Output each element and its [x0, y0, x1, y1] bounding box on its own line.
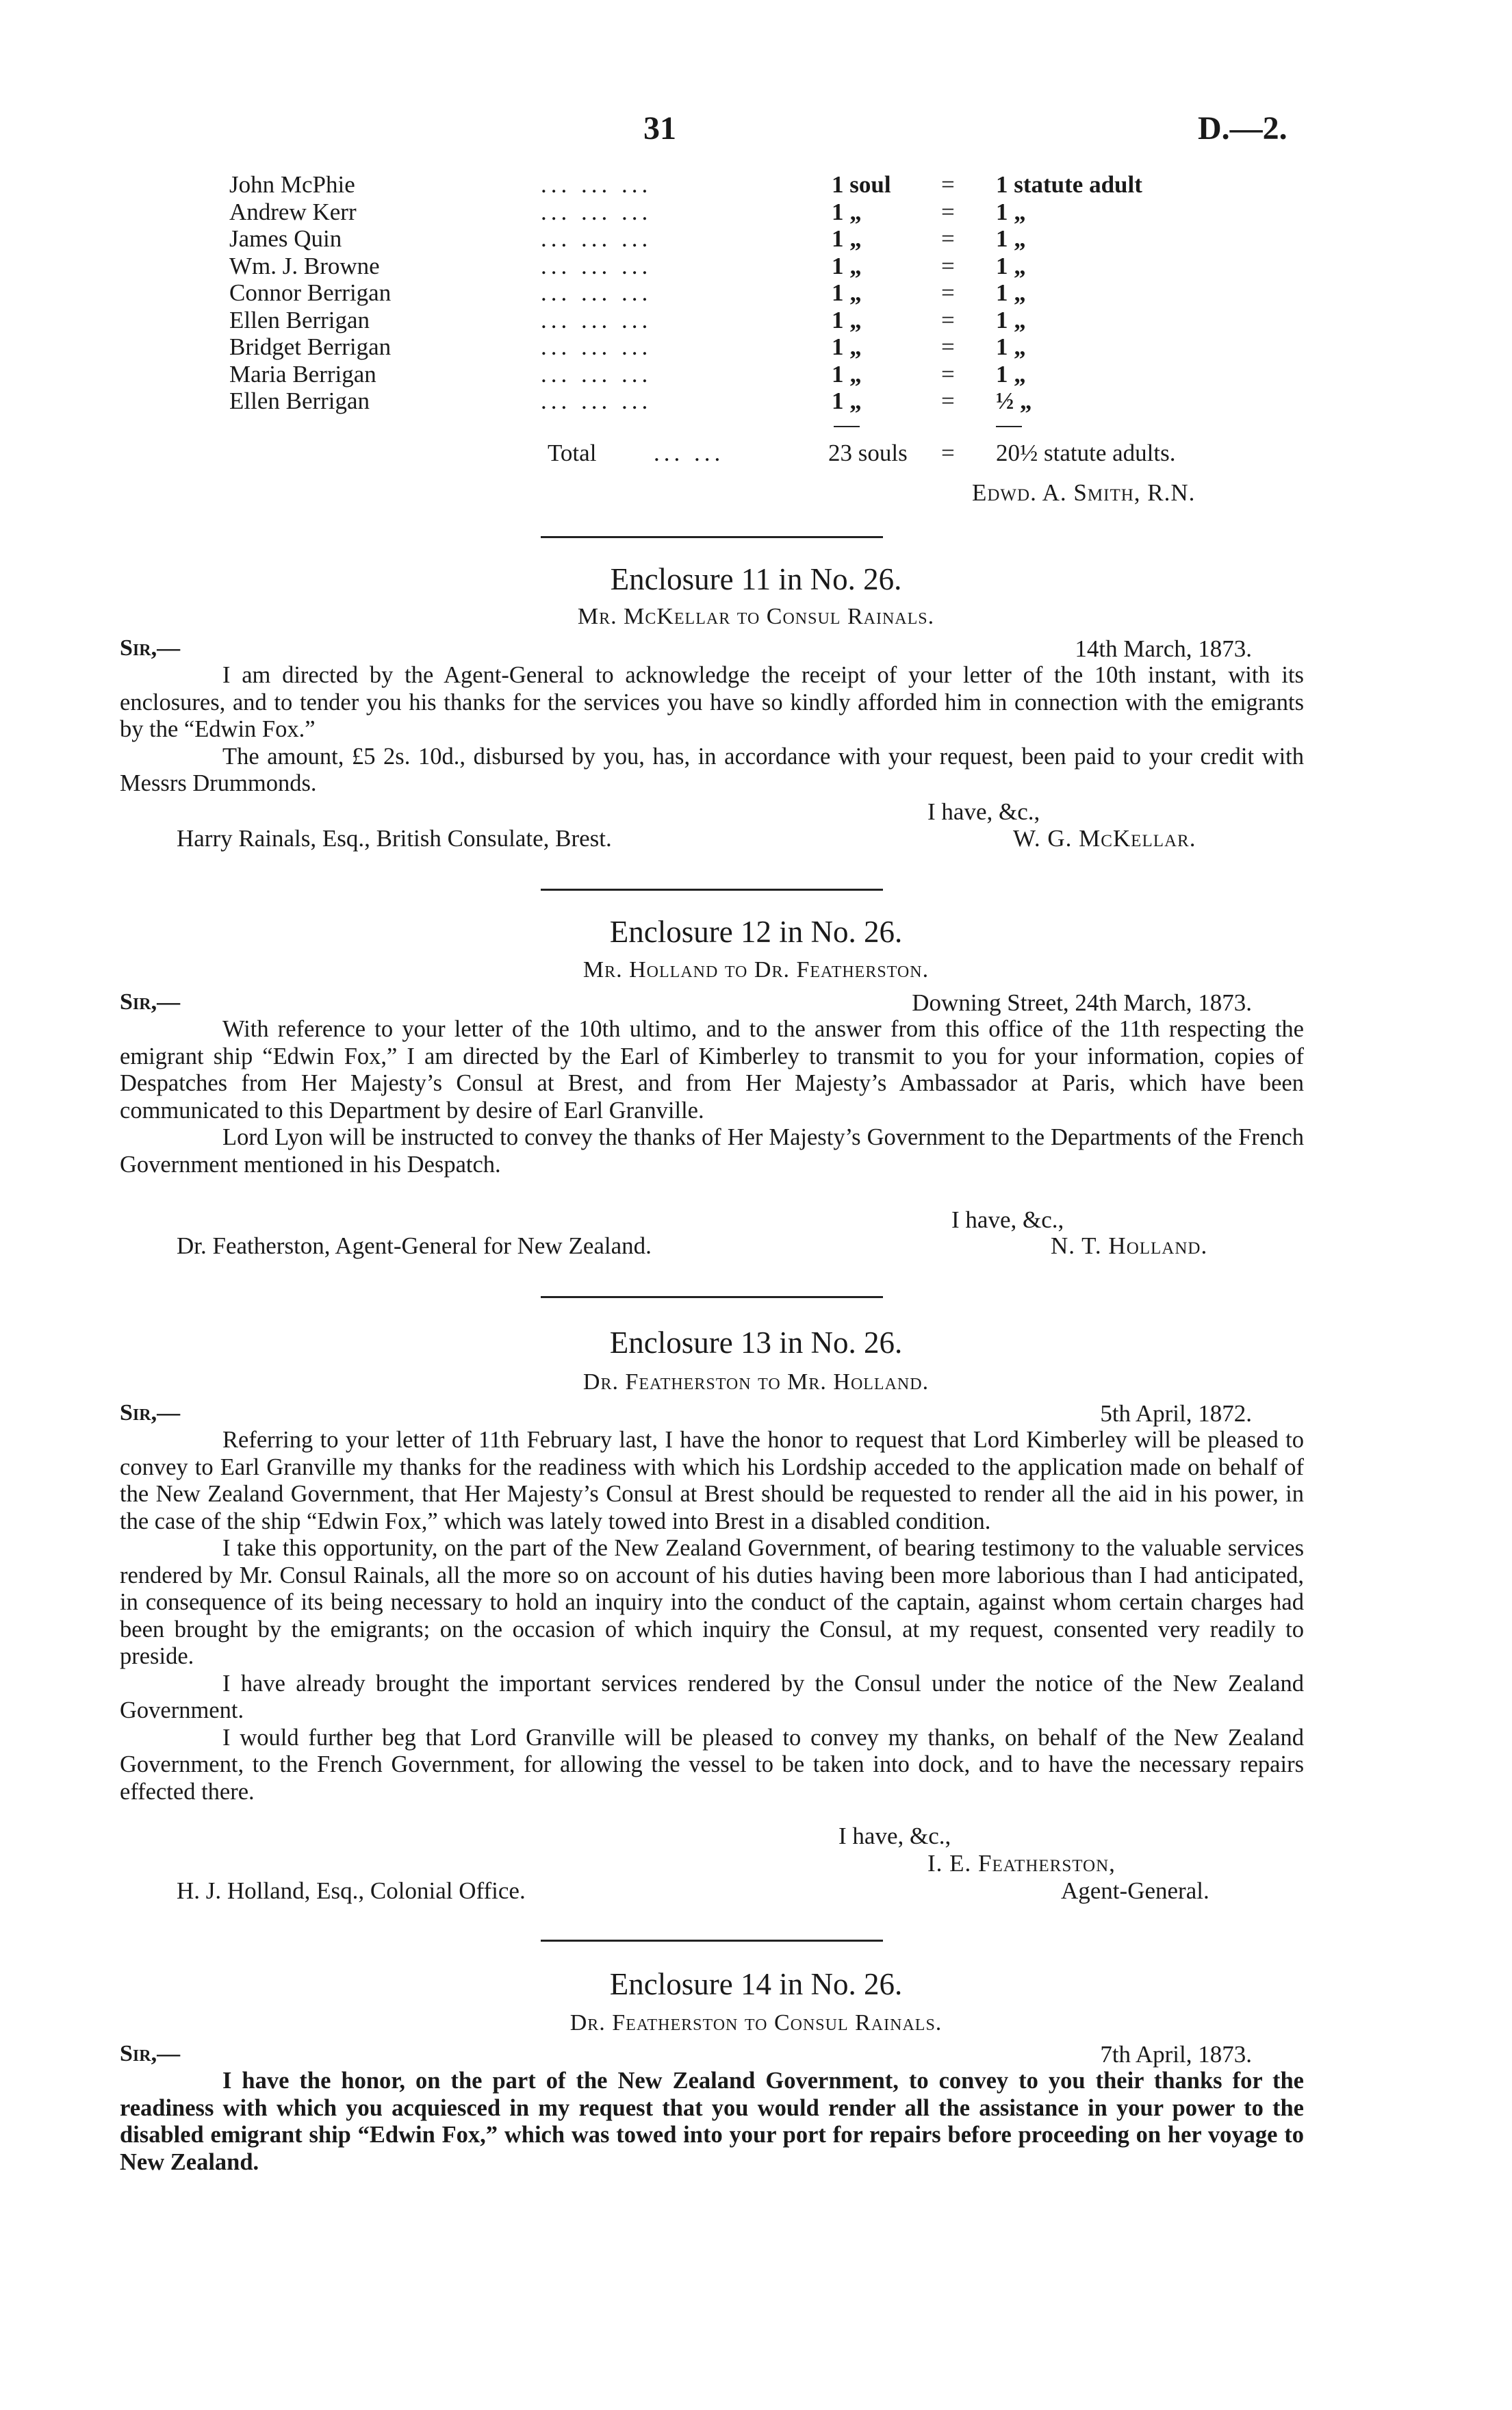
souls-count: 1 „	[832, 360, 862, 388]
total-equals: =	[941, 440, 955, 466]
person-name: Ellen Berrigan	[229, 388, 370, 414]
enclosure-11-closing: I have, &c.,	[927, 798, 1040, 825]
leader-dots: ... ... ...	[541, 388, 652, 414]
person-name: Connor Berrigan	[229, 279, 392, 306]
table-row	[229, 307, 1256, 334]
leader-dots: ... ... ...	[541, 225, 652, 252]
total-adults: 20½ statute adults.	[996, 440, 1176, 466]
enclosure-12-date: Downing Street, 24th March, 1873.	[912, 989, 1252, 1016]
person-name: Bridget Berrigan	[229, 333, 392, 360]
statute-adults: 1 „	[996, 252, 1026, 279]
leader-dots: ... ... ...	[541, 333, 652, 360]
leader-dots: ... ... ...	[541, 252, 652, 279]
statute-adults: 1 „	[996, 306, 1026, 333]
enclosure-13-date: 5th April, 1872.	[1100, 1400, 1252, 1427]
enclosure-13-paragraph: I have already brought the important services rendered by the Consul under the notice of the New Zealand Government.	[120, 1670, 1304, 1723]
souls-count: 1 „	[832, 252, 862, 279]
equals-sign: =	[941, 388, 955, 414]
equals-sign: =	[941, 225, 955, 252]
table-row	[229, 361, 1256, 388]
document-code: D.—2.	[1198, 110, 1287, 147]
enclosure-14-title: Enclosure 14 in No. 26.	[609, 1967, 903, 2001]
enclosure-12-salutation: Sir,—	[120, 989, 181, 1015]
section-divider	[541, 889, 883, 891]
equals-sign: =	[941, 306, 955, 333]
leader-dots: ... ... ...	[541, 360, 652, 388]
table-row	[229, 333, 1256, 361]
enclosure-11-paragraph: The amount, £5 2s. 10d., disbursed by you, has, in accordance with your request, been paid to your credit with Messrs Drummonds.	[120, 743, 1304, 796]
table-signature: Edwd. A. Smith, R.N.	[972, 479, 1196, 506]
souls-count: 1 „	[832, 198, 862, 225]
table-row	[229, 279, 1256, 307]
enclosure-13-title: Enclosure 13 in No. 26.	[609, 1326, 903, 1360]
enclosure-13-signature-title: Agent-General.	[1061, 1877, 1209, 1904]
leader-dots: ... ... ...	[541, 171, 652, 198]
person-name: Andrew Kerr	[229, 198, 357, 225]
total-label: Total	[548, 440, 597, 466]
leader-dots: ... ... ...	[541, 198, 652, 225]
section-divider	[541, 536, 883, 538]
column-rule-souls	[834, 426, 860, 427]
statute-adults: 1 statute adult	[996, 171, 1142, 198]
enclosure-14-salutation: Sir,—	[120, 2041, 181, 2066]
leader-dots: ... ... ...	[541, 279, 652, 306]
leader-dots: ... ... ...	[541, 306, 652, 333]
statute-adults: ½ „	[996, 388, 1032, 414]
statute-adults: 1 „	[996, 198, 1026, 225]
statute-adults: 1 „	[996, 360, 1026, 388]
table-row	[229, 199, 1256, 226]
person-name: James Quin	[229, 225, 342, 252]
enclosure-11-subtitle: Mr. McKellar to Consul Rainals.	[577, 604, 935, 629]
total-souls: 23 souls	[828, 440, 908, 466]
enclosure-11-title: Enclosure 11 in No. 26.	[610, 562, 902, 596]
enclosure-12-closing: I have, &c.,	[951, 1206, 1064, 1233]
enclosure-14-paragraph: I have the honor, on the part of the New Zealand Government, to convey to you their thanks for the readiness with which you acquiesced in my request that you would render all the assistance in your power to the disabled emigrant ship “Edwin Fox,” which was towed into your port for repairs before proceeding on her voyage to New Zealand.	[120, 2068, 1304, 2175]
enclosure-11-body	[120, 662, 1304, 798]
page-number: 31	[643, 110, 676, 147]
souls-count: 1 „	[832, 306, 862, 333]
person-name: Ellen Berrigan	[229, 306, 370, 333]
statute-adults: 1 „	[996, 279, 1026, 306]
statute-adults: 1 „	[996, 225, 1026, 252]
equals-sign: =	[941, 333, 955, 360]
enclosure-12-addressee: Dr. Featherston, Agent-General for New Zealand.	[177, 1232, 652, 1259]
enclosure-13-subtitle: Dr. Featherston to Mr. Holland.	[582, 1369, 930, 1395]
souls-count: 1 „	[832, 333, 862, 360]
souls-count: 1 soul	[832, 171, 891, 198]
enclosure-12-body	[120, 1016, 1304, 1178]
total-dots: ... ...	[654, 440, 725, 466]
column-rule-adults	[996, 426, 1022, 427]
section-divider	[541, 1940, 883, 1942]
enclosure-14-subtitle: Dr. Featherston to Consul Rainals.	[569, 2010, 943, 2035]
equals-sign: =	[941, 279, 955, 306]
enclosure-13-paragraph: I take this opportunity, on the part of the New Zealand Government, of bearing testimony to the valuable services rendered by Mr. Consul Rainals, all the more so on account of his duties having been more laborious than I had anticipated, in consequence of its being necessary to hold an inquiry into the conduct of the captain, against whom certain charges had been brought by the emigrants; on the occasion of which inquiry the Consul, at my request, consented very readily to preside.	[120, 1535, 1304, 1669]
souls-count: 1 „	[832, 225, 862, 252]
souls-count: 1 „	[832, 279, 862, 306]
table-row	[229, 253, 1256, 280]
statute-adults: 1 „	[996, 333, 1026, 360]
enclosure-13-signature: I. E. Featherston,	[927, 1850, 1116, 1877]
table-row	[229, 388, 1256, 415]
souls-count: 1 „	[832, 388, 862, 414]
enclosure-13-salutation: Sir,—	[120, 1400, 181, 1425]
enclosure-11-addressee: Harry Rainals, Esq., British Consulate, Brest.	[177, 825, 612, 852]
table-row	[229, 225, 1256, 253]
person-name: John McPhie	[229, 171, 355, 198]
enclosure-14-date: 7th April, 1873.	[1100, 2041, 1252, 2068]
enclosure-12-signature: N. T. Holland.	[1051, 1232, 1208, 1259]
enclosure-13-closing: I have, &c.,	[838, 1823, 951, 1849]
enclosure-13-body	[120, 1427, 1304, 1805]
enclosure-11-salutation: Sir,—	[120, 635, 181, 661]
equals-sign: =	[941, 198, 955, 225]
enclosure-11-date: 14th March, 1873.	[1075, 635, 1252, 662]
table-row	[229, 171, 1256, 199]
enclosure-13-paragraph: I would further beg that Lord Granville will be pleased to convey my thanks, on behalf of the New Zealand Government, to the French Government, for allowing the vessel to be taken into dock, and to have the necessary repairs effected there.	[120, 1724, 1304, 1805]
enclosure-11-signature: W. G. McKellar.	[1013, 825, 1196, 852]
enclosure-12-subtitle: Mr. Holland to Dr. Featherston.	[582, 957, 930, 982]
enclosure-12-paragraph: Lord Lyon will be instructed to convey the thanks of Her Majesty’s Government to the Departments of the French Government mentioned in his Despatch.	[120, 1124, 1304, 1178]
section-divider	[541, 1296, 883, 1298]
enclosure-13-addressee: H. J. Holland, Esq., Colonial Office.	[177, 1877, 526, 1904]
enclosure-13-paragraph: Referring to your letter of 11th February last, I have the honor to request that Lord Kimberley will be pleased to convey to Earl Granville my thanks for the readiness with which his Lordship acceded to the application made on behalf of the New Zealand Government, that Her Majesty’s Consul at Brest should be requested to render all the aid in his power, in the case of the ship “Edwin Fox,” which was lately towed into Brest in a disabled condition.	[120, 1427, 1304, 1534]
person-name: Wm. J. Browne	[229, 252, 380, 279]
enclosure-12-paragraph: With reference to your letter of the 10th ultimo, and to the answer from this office of the 11th respecting the emigrant ship “Edwin Fox,” I am directed by the Earl of Kimberley to transmit to you for your information, copies of Despatches from Her Majesty’s Consul at Brest, and from Her Majesty’s Ambassador at Paris, which have been communicated to this Department by desire of Earl Granville.	[120, 1016, 1304, 1124]
equals-sign: =	[941, 171, 955, 198]
enclosure-11-paragraph: I am directed by the Agent-General to acknowledge the receipt of your letter of the 10th instant, with its enclosures, and to tender you his thanks for the services you have so kindly afforded him in connection with the emigrants by the “Edwin Fox.”	[120, 662, 1304, 742]
person-name: Maria Berrigan	[229, 360, 376, 388]
equals-sign: =	[941, 360, 955, 388]
total-row	[229, 440, 1256, 467]
enclosure-12-title: Enclosure 12 in No. 26.	[609, 915, 903, 949]
equals-sign: =	[941, 252, 955, 279]
enclosure-14-body	[120, 2068, 1304, 2176]
